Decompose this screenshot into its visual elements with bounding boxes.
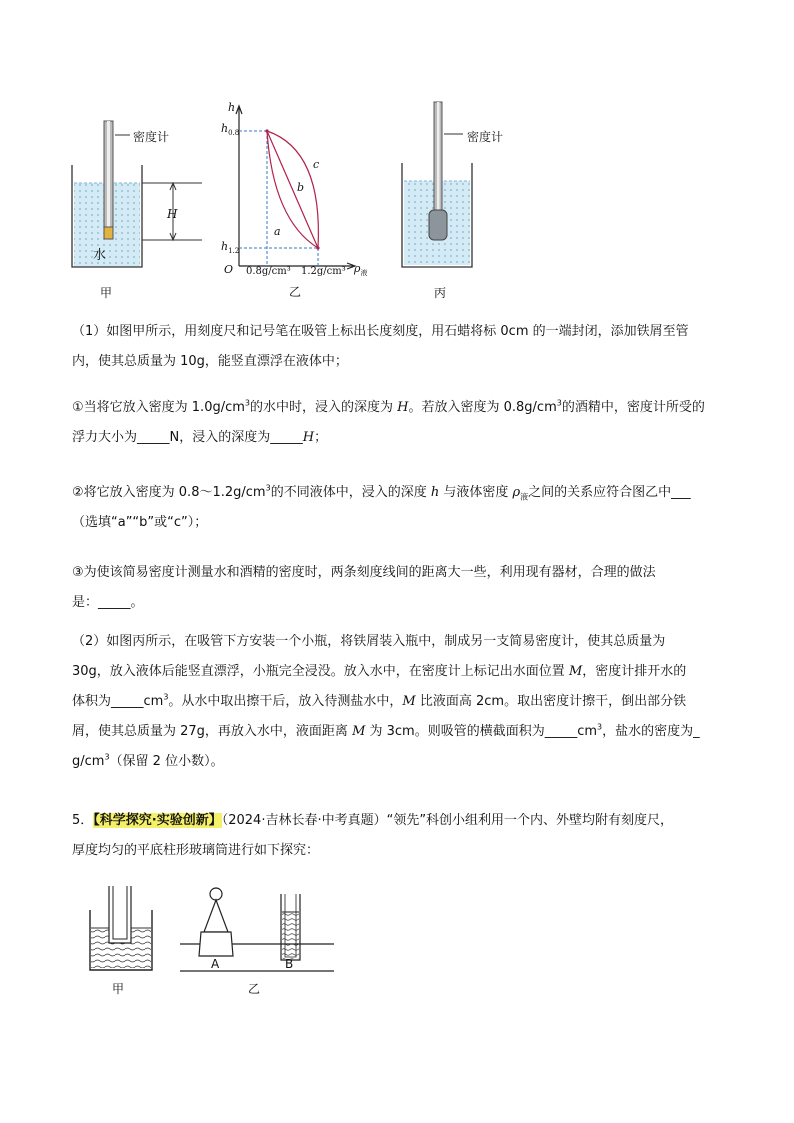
x-axis-label: $\rho_液$ [354, 262, 368, 278]
label-water: 水 [93, 248, 107, 263]
label-H: H [167, 207, 178, 221]
x-tick-12: 1.2g/cm³ [301, 266, 346, 277]
caption-q5-jia: 甲 [112, 982, 125, 996]
caption-bing: 丙 [434, 286, 447, 300]
figure-q5-yi [178, 882, 338, 977]
h12-label: $h_{1.2}$ [221, 240, 240, 256]
label-A: A [211, 957, 220, 971]
origin-label: O [224, 263, 234, 276]
caption-q5-yi: 乙 [248, 982, 261, 996]
q1-sub3: ③为使该简易密度计测量水和酒精的密度时，两条刻度线间的距离大一些，利用现有器材，合理的做法 是：_____。 [72, 565, 656, 610]
figure-q5-jia [85, 880, 157, 975]
label-B: B [285, 957, 294, 971]
q5-tag: 【科学探究·实验创新】 [93, 813, 222, 828]
caption-jia: 甲 [100, 286, 113, 300]
curve-b-label: b [297, 181, 305, 194]
curve-c-label: c [313, 158, 320, 171]
q5-text: 5．【科学探究·实验创新】（2024·吉林长春·中考真题）“领先”科创小组利用一个内、外壁均附有刻度尺， 厚度均匀的平底柱形玻璃筒进行如下探究： [72, 813, 674, 858]
label-meter-bing: 密度计 [467, 130, 504, 144]
h08-label: $h_{0.8}$ [221, 122, 240, 138]
q1-intro: （1）如图甲所示，用刻度尺和记号笔在吸管上标出长度刻度，用石蜡将标 0cm 的一端封闭，添加铁屑至管 内，使其总质量为 10g，能竖直漂浮在液体中； [72, 324, 689, 369]
q5-number: 5． [72, 813, 94, 828]
figure-bing [395, 98, 485, 273]
curve-a-label: a [274, 225, 281, 238]
q1-sub1: ①当将它放入密度为 $1.0g/cm^3$的水中时，浸入的深度为 H。若放入密度为 $0.8g/cm^3$的酒精中，密度计所受的 浮力大小为_____N，浸入的深度为_____H； [72, 398, 705, 445]
label-meter-jia: 密度计 [133, 130, 170, 144]
axis-h-label: h [228, 101, 236, 114]
caption-yi: 乙 [289, 285, 302, 299]
x-tick-08: 0.8g/cm³ [246, 266, 291, 277]
q2-text: （2）如图丙所示，在吸管下方安装一个小瓶，将铁屑装入瓶中，制成另一支简易密度计，使其总质量为 30g，放入液体后能竖直漂浮，小瓶完全浸没。放入水中，在密度计上标记出水面位置 M，密度计排开水的 体积为$\_\_\_\_\_cm^3$。从水中取出擦干后，放入待测盐水中，M 比液面高 2cm。取出密度计擦干，倒出部分铁 屑，使其总质量为 27g，再放入水中，液面距离 M 为 3cm。则吸管的横截面积为$\_\_\_\_\_cm^3$，盐水的密度为_ $g/cm^3$（保留 2 位小数）。 [72, 634, 700, 769]
q1-sub2: ②将它放入密度为 $0.8\sim 1.2g/cm^3$的不同液体中，浸入的深度 h 与液体密度 $\rho_液$之间的关系应符合图乙中___ （选填“a”“b”或“c”）； [72, 483, 691, 530]
